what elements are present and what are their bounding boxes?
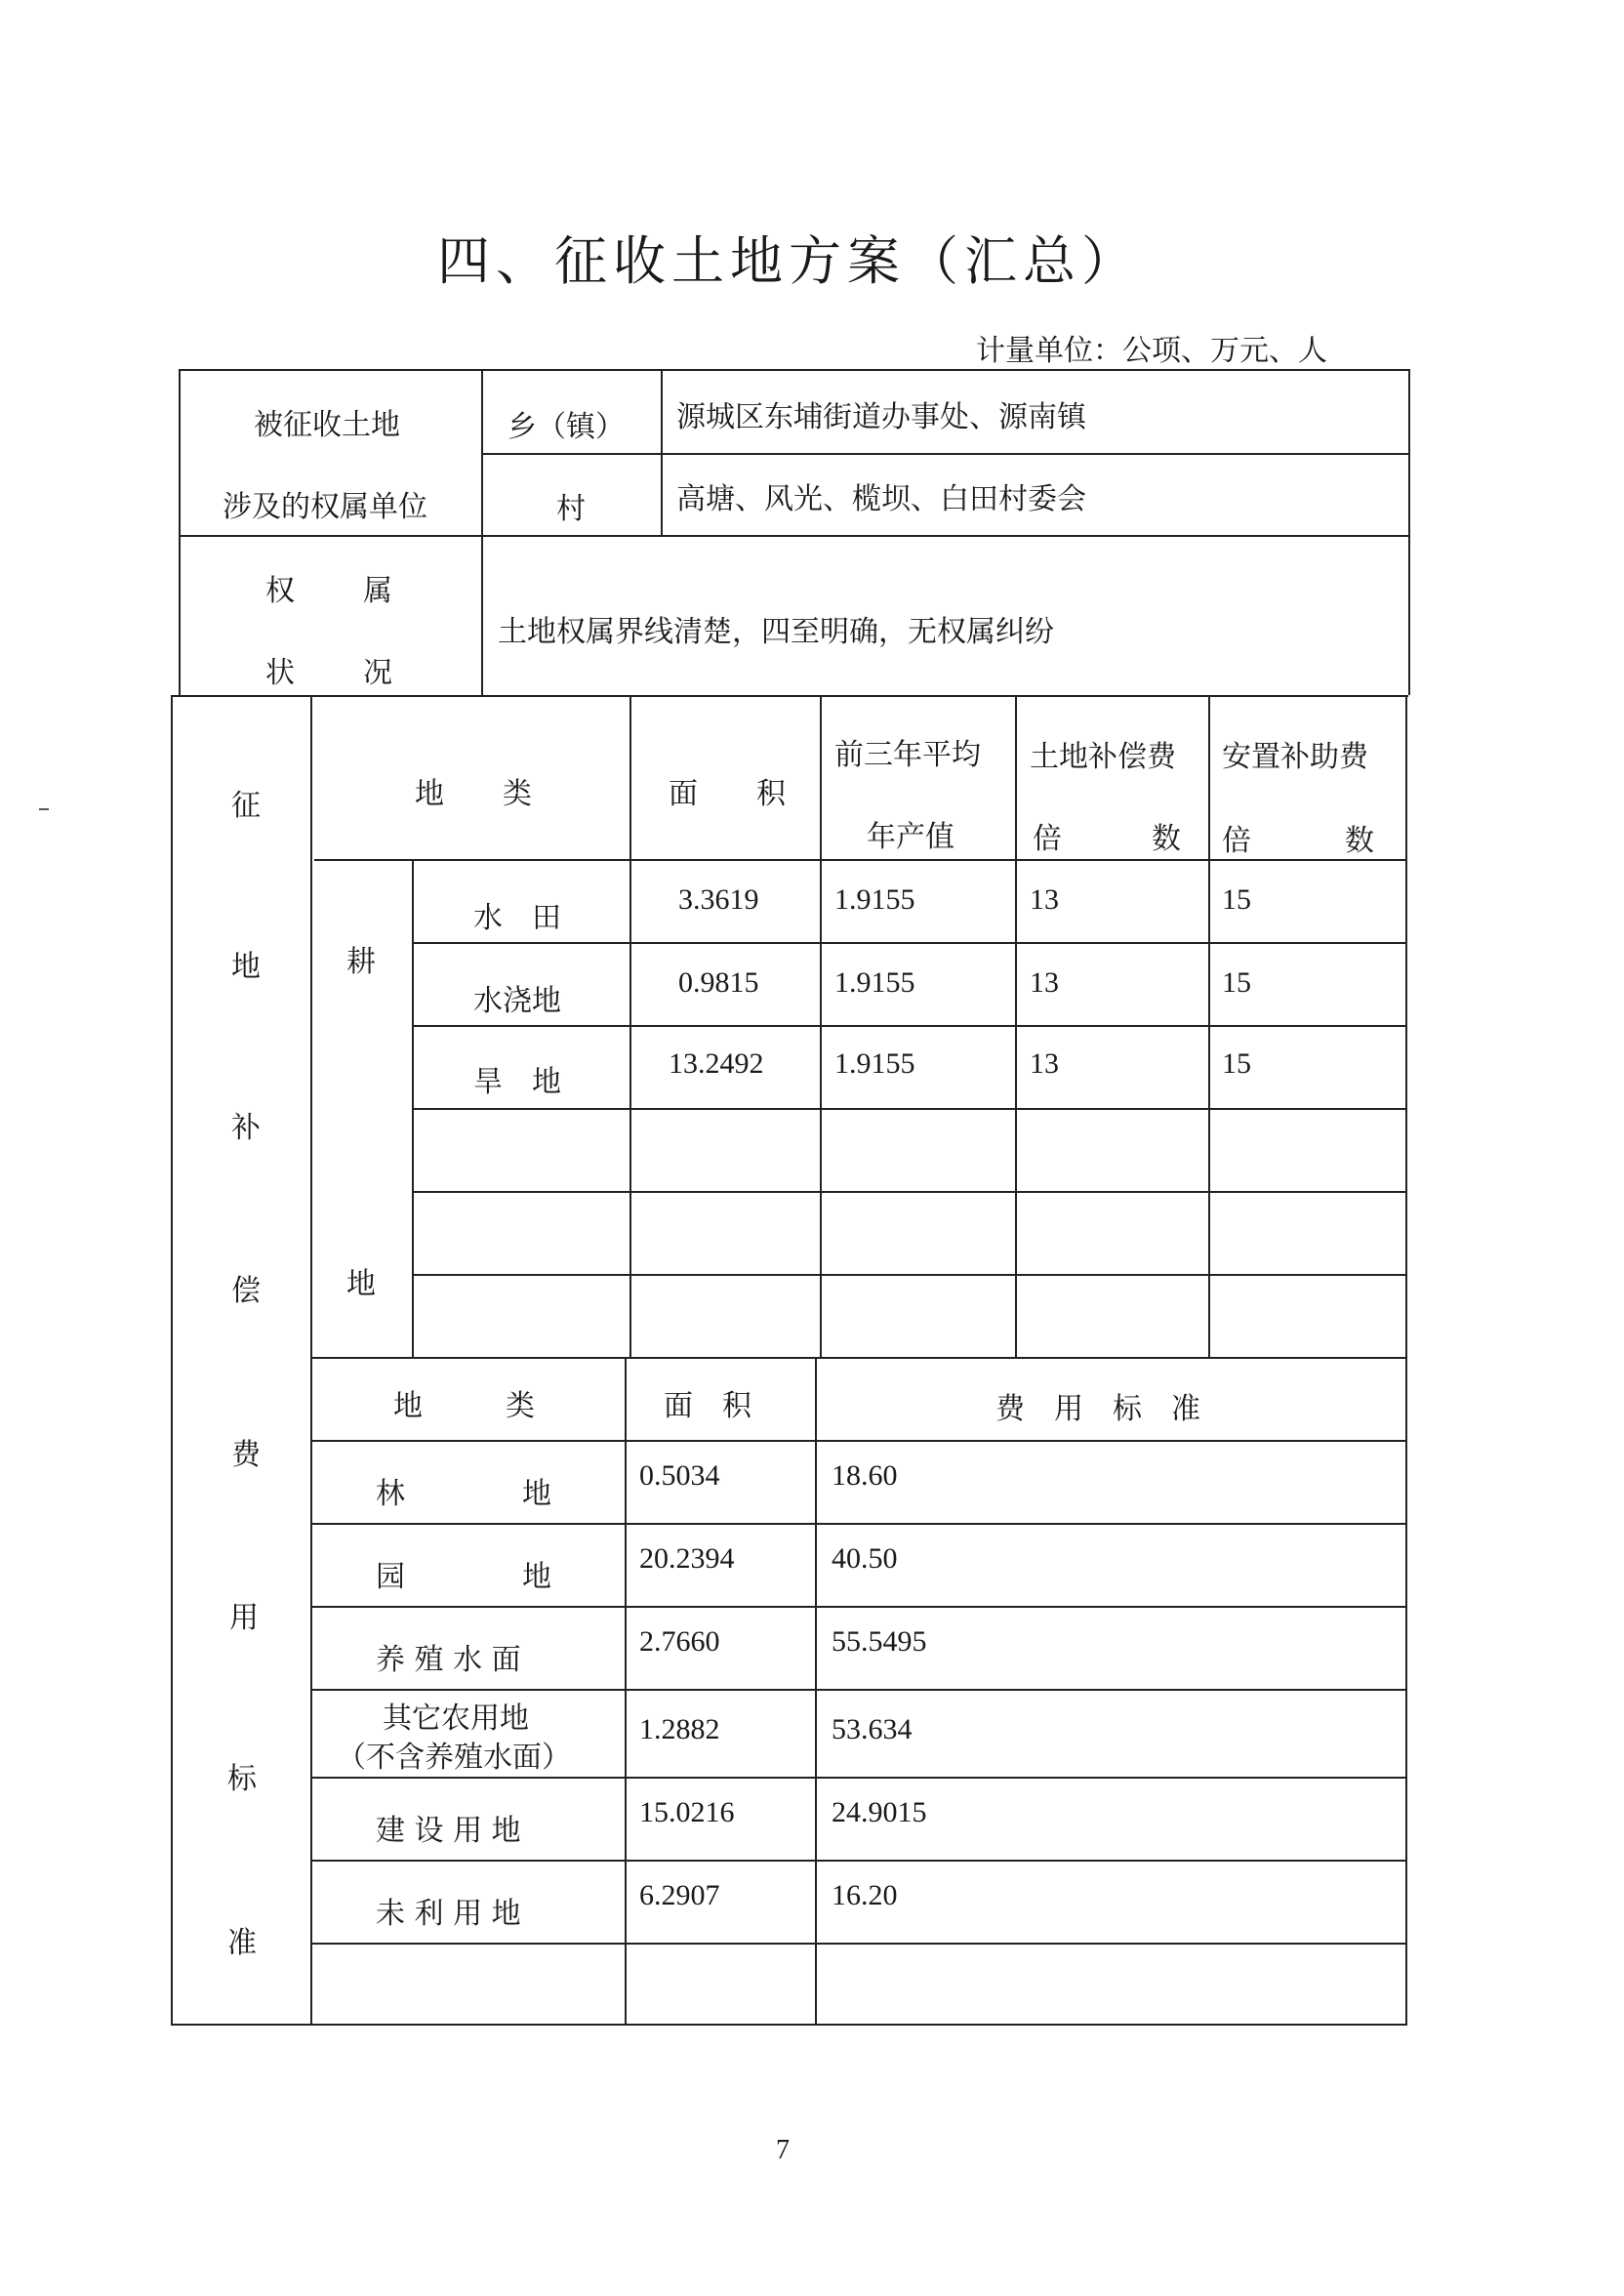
farmland-resettle-multiple: 15 (1222, 966, 1251, 999)
farmland-header-resettle-l1: 安置补助费 (1222, 740, 1368, 774)
farmland-area: 13.2492 (669, 1047, 764, 1080)
farmland-area: 0.9815 (678, 966, 759, 999)
farmland-resettle-multiple: 15 (1222, 1047, 1251, 1080)
farmland-comp-multiple: 13 (1030, 966, 1059, 999)
section-label-char: 偿 (231, 1274, 261, 1308)
status-label-char: 状 (265, 656, 295, 690)
farmland-type: 水浇地 (473, 984, 561, 1018)
other-header-land-type: 类 (506, 1389, 535, 1423)
other-land-area: 20.2394 (639, 1542, 735, 1575)
section-label-char: 费 (231, 1438, 261, 1472)
farmland-area: 3.3619 (678, 883, 759, 916)
other-land-area: 0.5034 (639, 1459, 720, 1492)
other-land-type: 其它农用地 (383, 1702, 529, 1736)
other-header-land-type: 地 (393, 1389, 423, 1423)
township-label: 乡（镇） (508, 410, 625, 444)
other-header-area: 面 积 (664, 1389, 751, 1423)
township-value: 源城区东埔街道办事处、源南镇 (676, 400, 1086, 434)
other-header-fee-standard: 费 用 标 准 (995, 1392, 1200, 1426)
other-land-fee: 24.9015 (832, 1796, 927, 1828)
ownership-units-label-line1: 被征收土地 (254, 408, 400, 442)
unit-note: 计量单位：公项、万元、人 (976, 334, 1327, 368)
section-label-char: 标 (227, 1762, 257, 1796)
section-label-char: 征 (231, 789, 261, 823)
other-land-fee: 53.634 (832, 1713, 913, 1745)
other-land-area: 6.2907 (639, 1879, 720, 1911)
section-label-char: 准 (227, 1926, 257, 1960)
farmland-type: 水 田 (473, 901, 561, 935)
status-label-char: 权 (265, 574, 295, 608)
page-number: 7 (776, 2135, 790, 2165)
other-land-area: 2.7660 (639, 1625, 720, 1658)
farmland-resettle-multiple: 15 (1222, 883, 1251, 916)
other-land-type: 林 (376, 1477, 405, 1511)
farmland-header-avg-output-l1: 前三年平均 (834, 738, 981, 772)
ownership-units-label-line2: 涉及的权属单位 (223, 490, 427, 524)
other-land-area: 15.0216 (639, 1796, 735, 1828)
ownership-status-value: 土地权属界线清楚，四至明确，无权属纠纷 (498, 615, 1054, 649)
scan-artifact (39, 808, 49, 810)
other-land-area: 1.2882 (639, 1713, 720, 1745)
other-land-fee: 55.5495 (832, 1625, 927, 1658)
village-value: 高塘、风光、榄坝、白田村委会 (676, 482, 1086, 516)
other-land-fee: 40.50 (832, 1542, 898, 1575)
other-land-type: （不含养殖水面） (337, 1741, 571, 1775)
other-land-type: 园 (376, 1560, 405, 1594)
farmland-header-resettle-l2b: 数 (1345, 824, 1374, 858)
other-land-type: 地 (522, 1560, 551, 1594)
farmland-header-comp-l2b: 数 (1152, 822, 1181, 856)
farmland-header-comp-l2a: 倍 (1033, 822, 1062, 856)
village-label: 村 (556, 492, 586, 526)
farmland-header-resettle-l2a: 倍 (1222, 824, 1251, 858)
farmland-group-label: 耕 (346, 945, 376, 979)
farmland-avg-output: 1.9155 (834, 966, 915, 999)
other-land-fee: 18.60 (832, 1459, 898, 1492)
page-title: 四、征收土地方案（汇总） (437, 230, 1140, 292)
section-label-char: 地 (231, 950, 261, 984)
farmland-avg-output: 1.9155 (834, 883, 915, 916)
status-label-char: 属 (363, 574, 392, 608)
farmland-header-avg-output-l2: 年产值 (867, 820, 954, 854)
other-land-fee: 16.20 (832, 1879, 898, 1911)
farmland-comp-multiple: 13 (1030, 1047, 1059, 1080)
section-label-char: 用 (229, 1601, 259, 1635)
farmland-avg-output: 1.9155 (834, 1047, 915, 1080)
farmland-header-comp-l1: 土地补偿费 (1030, 740, 1176, 774)
farmland-group-label: 地 (346, 1267, 376, 1301)
farmland-comp-multiple: 13 (1030, 883, 1059, 916)
farmland-header-land-type: 地 类 (415, 777, 532, 811)
farmland-header-area: 面 积 (669, 777, 786, 811)
other-land-type: 地 (522, 1477, 551, 1511)
status-label-char: 况 (363, 656, 392, 690)
farmland-type: 旱 地 (473, 1065, 561, 1099)
other-land-type: 养 殖 水 面 (376, 1643, 521, 1677)
other-land-type: 未 利 用 地 (376, 1897, 521, 1931)
other-land-type: 建 设 用 地 (376, 1814, 521, 1848)
section-label-char: 补 (231, 1111, 261, 1145)
